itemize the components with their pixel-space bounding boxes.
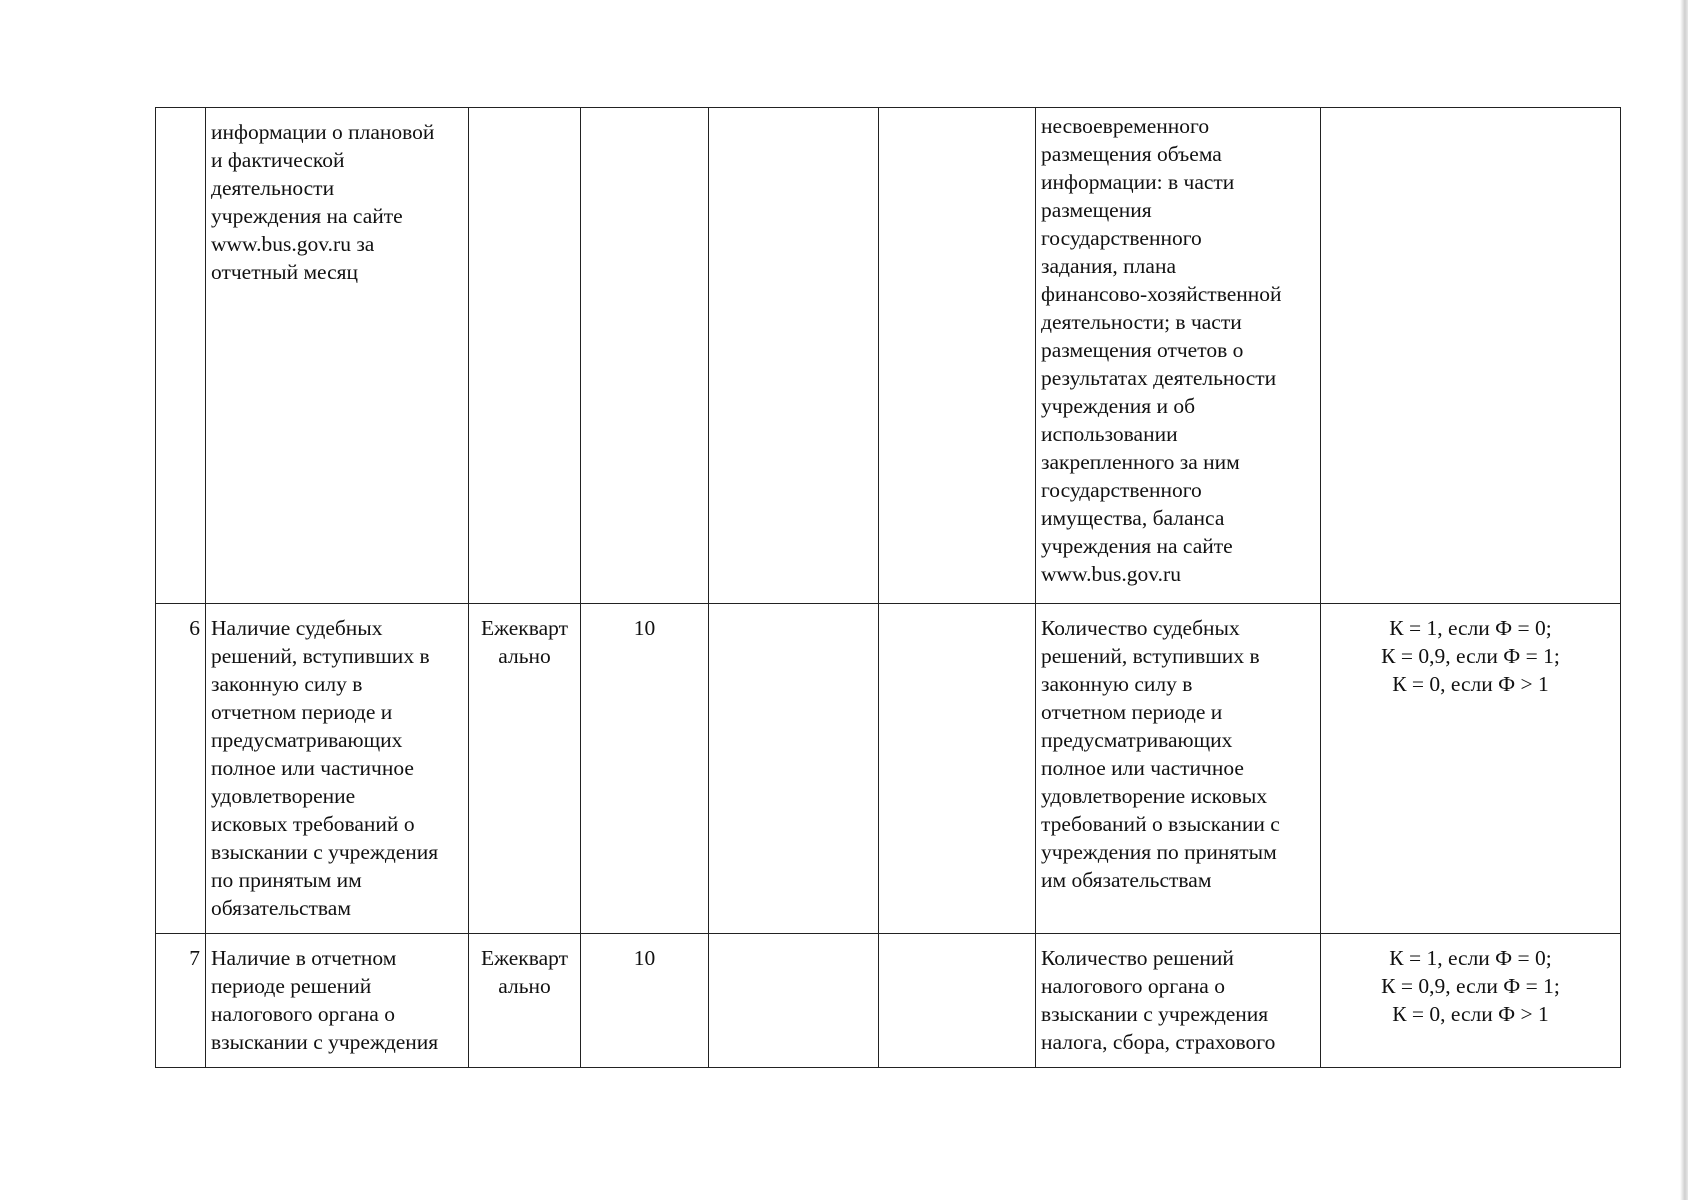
text-line: предусматривающих [211,728,403,752]
text-line: К = 1, если Ф = 0; [1389,946,1552,970]
table-row [156,934,1621,1068]
text-line: предусматривающих [1041,728,1233,752]
frequency-cell [469,604,581,934]
text-line: им обязательствам [1041,868,1212,892]
text-line: решений, вступивших в [1041,644,1260,668]
text-line: законную силу в [1041,672,1193,696]
table-row [156,108,1621,604]
criterion-name [206,934,469,1068]
formula-cell [1321,108,1621,604]
row-number [156,108,206,604]
table-row [156,604,1621,934]
text-line: государственного [1041,478,1202,502]
empty-cell [879,108,1036,604]
text-line: К = 0,9, если Ф = 1; [1381,644,1560,668]
text-line: удовлетворение [211,784,356,808]
text-line: учреждения на сайте [211,204,403,228]
text-line: Ежекварт [481,616,568,640]
weight-cell: 10 [581,604,709,934]
text-line: деятельности [211,176,335,200]
criteria-table [155,107,1621,1068]
text-line: учреждения по принятым [1041,840,1277,864]
empty-cell [709,604,879,934]
formula-cell [1321,934,1621,1068]
text-line: взыскании с учреждения [1041,1002,1269,1026]
empty-cell [879,934,1036,1068]
text-line: взыскании с учреждения [211,1030,439,1054]
text-line: закрепленного за ним [1041,450,1240,474]
text-line: по принятым им [211,868,362,892]
table-body [156,108,1621,1068]
criterion-name [206,108,469,604]
text-line: размещения объема [1041,142,1222,166]
text-line: полное или частичное [1041,756,1244,780]
text-line: размещения [1041,198,1152,222]
text-line: информации о плановой [211,120,435,144]
text-line: результатах деятельности [1041,366,1277,390]
text-line: налога, сбора, страхового [1041,1030,1276,1054]
text-line: государственного [1041,226,1202,250]
text-line: полное или частичное [211,756,414,780]
text-line: информации: в части [1041,170,1235,194]
text-line: исковых требований о [211,812,415,836]
criterion-description [1036,934,1321,1068]
text-line: Наличие в отчетном [211,946,397,970]
text-line: К = 0, если Ф > 1 [1392,672,1549,696]
text-line: К = 1, если Ф = 0; [1389,616,1552,640]
text-line: налогового органа о [1041,974,1225,998]
text-line: К = 0,9, если Ф = 1; [1381,974,1560,998]
text-line: Ежекварт [481,946,568,970]
text-line: отчетный месяц [211,260,359,284]
text-line: ально [498,974,551,998]
empty-cell [879,604,1036,934]
page-edge-shadow [1680,0,1688,1200]
weight-cell [581,108,709,604]
text-line: взыскании с учреждения [211,840,439,864]
criterion-description [1036,108,1321,604]
text-line: размещения отчетов о [1041,338,1244,362]
text-line: имущества, баланса [1041,506,1225,530]
text-line: Количество судебных [1041,616,1240,640]
text-line: К = 0, если Ф > 1 [1392,1002,1549,1026]
text-line: законную силу в [211,672,363,696]
text-line: www.bus.gov.ru [1041,562,1181,586]
empty-cell [709,934,879,1068]
text-line: www.bus.gov.ru за [211,232,375,256]
text-line: задания, плана [1041,254,1176,278]
text-line: решений, вступивших в [211,644,430,668]
text-line: периоде решений [211,974,372,998]
text-line: Количество решений [1041,946,1234,970]
text-line: ально [498,644,551,668]
text-line: деятельности; в части [1041,310,1242,334]
text-line: использовании [1041,422,1178,446]
text-line: удовлетворение исковых [1041,784,1268,808]
formula-cell [1321,604,1621,934]
text-line: несвоевременного [1041,114,1210,138]
text-line: учреждения и об [1041,394,1196,418]
text-line: налогового органа о [211,1002,395,1026]
row-number: 6 [156,604,206,934]
frequency-cell [469,934,581,1068]
text-line: отчетном периоде и [1041,700,1223,724]
criterion-description [1036,604,1321,934]
text-line: отчетном периоде и [211,700,393,724]
criterion-name [206,604,469,934]
text-line: учреждения на сайте [1041,534,1233,558]
weight-cell: 10 [581,934,709,1068]
text-line: финансово-хозяйственной [1041,282,1282,306]
text-line: требований о взыскании с [1041,812,1280,836]
text-line: Наличие судебных [211,616,383,640]
row-number: 7 [156,934,206,1068]
text-line: и фактической [211,148,345,172]
empty-cell [709,108,879,604]
frequency-cell [469,108,581,604]
text-line: обязательствам [211,896,351,920]
